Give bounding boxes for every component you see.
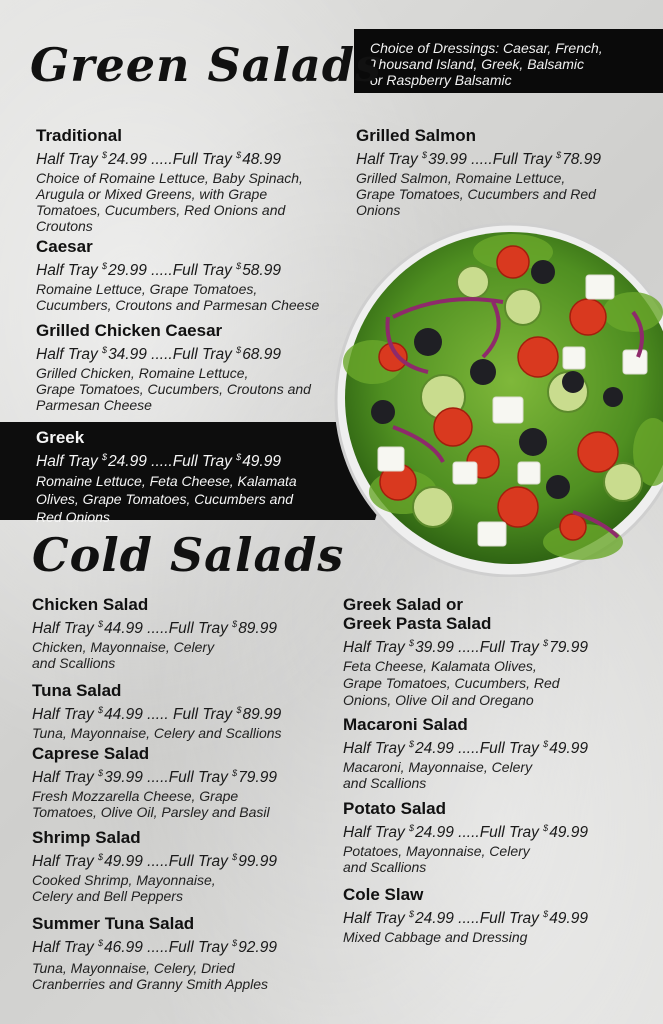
item-description: Fresh Mozzarella Cheese, Grape Tomatoes, Olive Oil, Parsley and Basil <box>32 788 270 820</box>
menu-item-caprese-salad <box>32 744 332 820</box>
menu-item-greek <box>36 428 336 526</box>
item-description: Choice of Romaine Lettuce, Baby Spinach, Arugula or Mixed Greens, with Grape Tomatoes, Cucumbers, Red Onions and Croutons <box>36 170 303 234</box>
item-name: Grilled Salmon <box>356 126 476 145</box>
item-description: Cooked Shrimp, Mayonnaise, Celery and Bell Peppers <box>32 872 216 904</box>
item-price: Half Tray $24.99 .....Full Tray $49.99 <box>343 909 588 927</box>
menu-item-macaroni-salad <box>343 715 643 791</box>
item-price: Half Tray $24.99 .....Full Tray $49.99 <box>36 452 281 470</box>
menu-item-shrimp-salad <box>32 828 332 904</box>
menu-item-cole-slaw <box>343 885 643 945</box>
item-description: Tuna, Mayonnaise, Celery and Scallions <box>32 725 282 741</box>
dressings-line: Thousand Island, Greek, Balsamic <box>370 56 584 72</box>
item-price: Half Tray $24.99 .....Full Tray $49.99 <box>343 823 588 841</box>
item-price: Half Tray $44.99 .....Full Tray $89.99 <box>32 619 277 637</box>
item-description: Potatoes, Mayonnaise, Celery and Scallions <box>343 843 530 875</box>
item-name: Greek Salad or Greek Pasta Salad <box>343 595 492 633</box>
green-salads-title: Green Salads <box>30 38 382 92</box>
menu-item-tuna-salad <box>32 681 332 741</box>
item-description: Chicken, Mayonnaise, Celery and Scallions <box>32 639 215 671</box>
menu-item-chicken-salad <box>32 595 332 671</box>
item-description: Romaine Lettuce, Feta Cheese, Kalamata Olives, Grape Tomatoes, Cucumbers and Red Onions <box>36 473 297 525</box>
cold-salads-title: Cold Salads <box>32 528 345 582</box>
item-price: Half Tray $39.99 .....Full Tray $79.99 <box>32 768 277 786</box>
menu-item-greek-pasta-salad <box>343 595 643 709</box>
item-description: Tuna, Mayonnaise, Celery, Dried Cranberries and Granny Smith Apples <box>32 960 269 992</box>
item-price: Half Tray $39.99 .....Full Tray $78.99 <box>356 150 601 168</box>
item-name: Grilled Chicken Caesar <box>36 321 223 340</box>
item-price: Half Tray $29.99 .....Full Tray $58.99 <box>36 261 281 279</box>
item-name: Cole Slaw <box>343 885 424 904</box>
salad-bowl-icon <box>333 222 663 577</box>
item-name: Potato Salad <box>343 799 446 818</box>
item-name: Chicken Salad <box>32 595 149 614</box>
item-name: Traditional <box>36 126 122 145</box>
item-price: Half Tray $49.99 .....Full Tray $99.99 <box>32 852 277 870</box>
item-name: Caprese Salad <box>32 744 150 763</box>
item-description: Grilled Chicken, Romaine Lettuce, Grape Tomatoes, Cucumbers, Croutons and Parmesan Cheese <box>36 365 311 413</box>
item-price: Half Tray $34.99 .....Full Tray $68.99 <box>36 345 281 363</box>
item-name: Shrimp Salad <box>32 828 141 847</box>
item-name: Tuna Salad <box>32 681 122 700</box>
item-name: Caesar <box>36 237 93 256</box>
menu-item-caesar <box>36 237 336 313</box>
menu-item-grilled-salmon <box>356 126 646 218</box>
item-description: Macaroni, Mayonnaise, Celery and Scallions <box>343 759 533 791</box>
dressings-box <box>354 29 663 93</box>
item-price: Half Tray $39.99 .....Full Tray $79.99 <box>343 638 588 656</box>
item-description: Feta Cheese, Kalamata Olives, Grape Tomatoes, Cucumbers, Red Onions, Olive Oil and Oregano <box>343 658 560 708</box>
item-description: Romaine Lettuce, Grape Tomatoes, Cucumbers, Croutons and Parmesan Cheese <box>36 281 320 313</box>
item-price: Half Tray $24.99 .....Full Tray $49.99 <box>343 739 588 757</box>
item-price: Half Tray $44.99 ..... Full Tray $89.99 <box>32 705 282 723</box>
menu-item-traditional <box>36 126 336 234</box>
dressings-line: or Raspberry Balsamic <box>370 72 512 88</box>
item-price: Half Tray $24.99 .....Full Tray $48.99 <box>36 150 281 168</box>
dressings-line: Choice of Dressings: Caesar, French, <box>370 40 603 56</box>
menu-item-summer-tuna-salad <box>32 914 332 992</box>
item-description: Grilled Salmon, Romaine Lettuce, Grape Tomatoes, Cucumbers and Red Onions <box>356 170 596 218</box>
item-price: Half Tray $46.99 .....Full Tray $92.99 <box>32 938 277 956</box>
item-description: Mixed Cabbage and Dressing <box>343 929 528 945</box>
item-name: Greek <box>36 428 85 447</box>
item-name: Macaroni Salad <box>343 715 468 734</box>
item-name: Summer Tuna Salad <box>32 914 195 933</box>
menu-item-grilled-chicken-caesar <box>36 321 336 413</box>
menu-item-potato-salad <box>343 799 643 875</box>
